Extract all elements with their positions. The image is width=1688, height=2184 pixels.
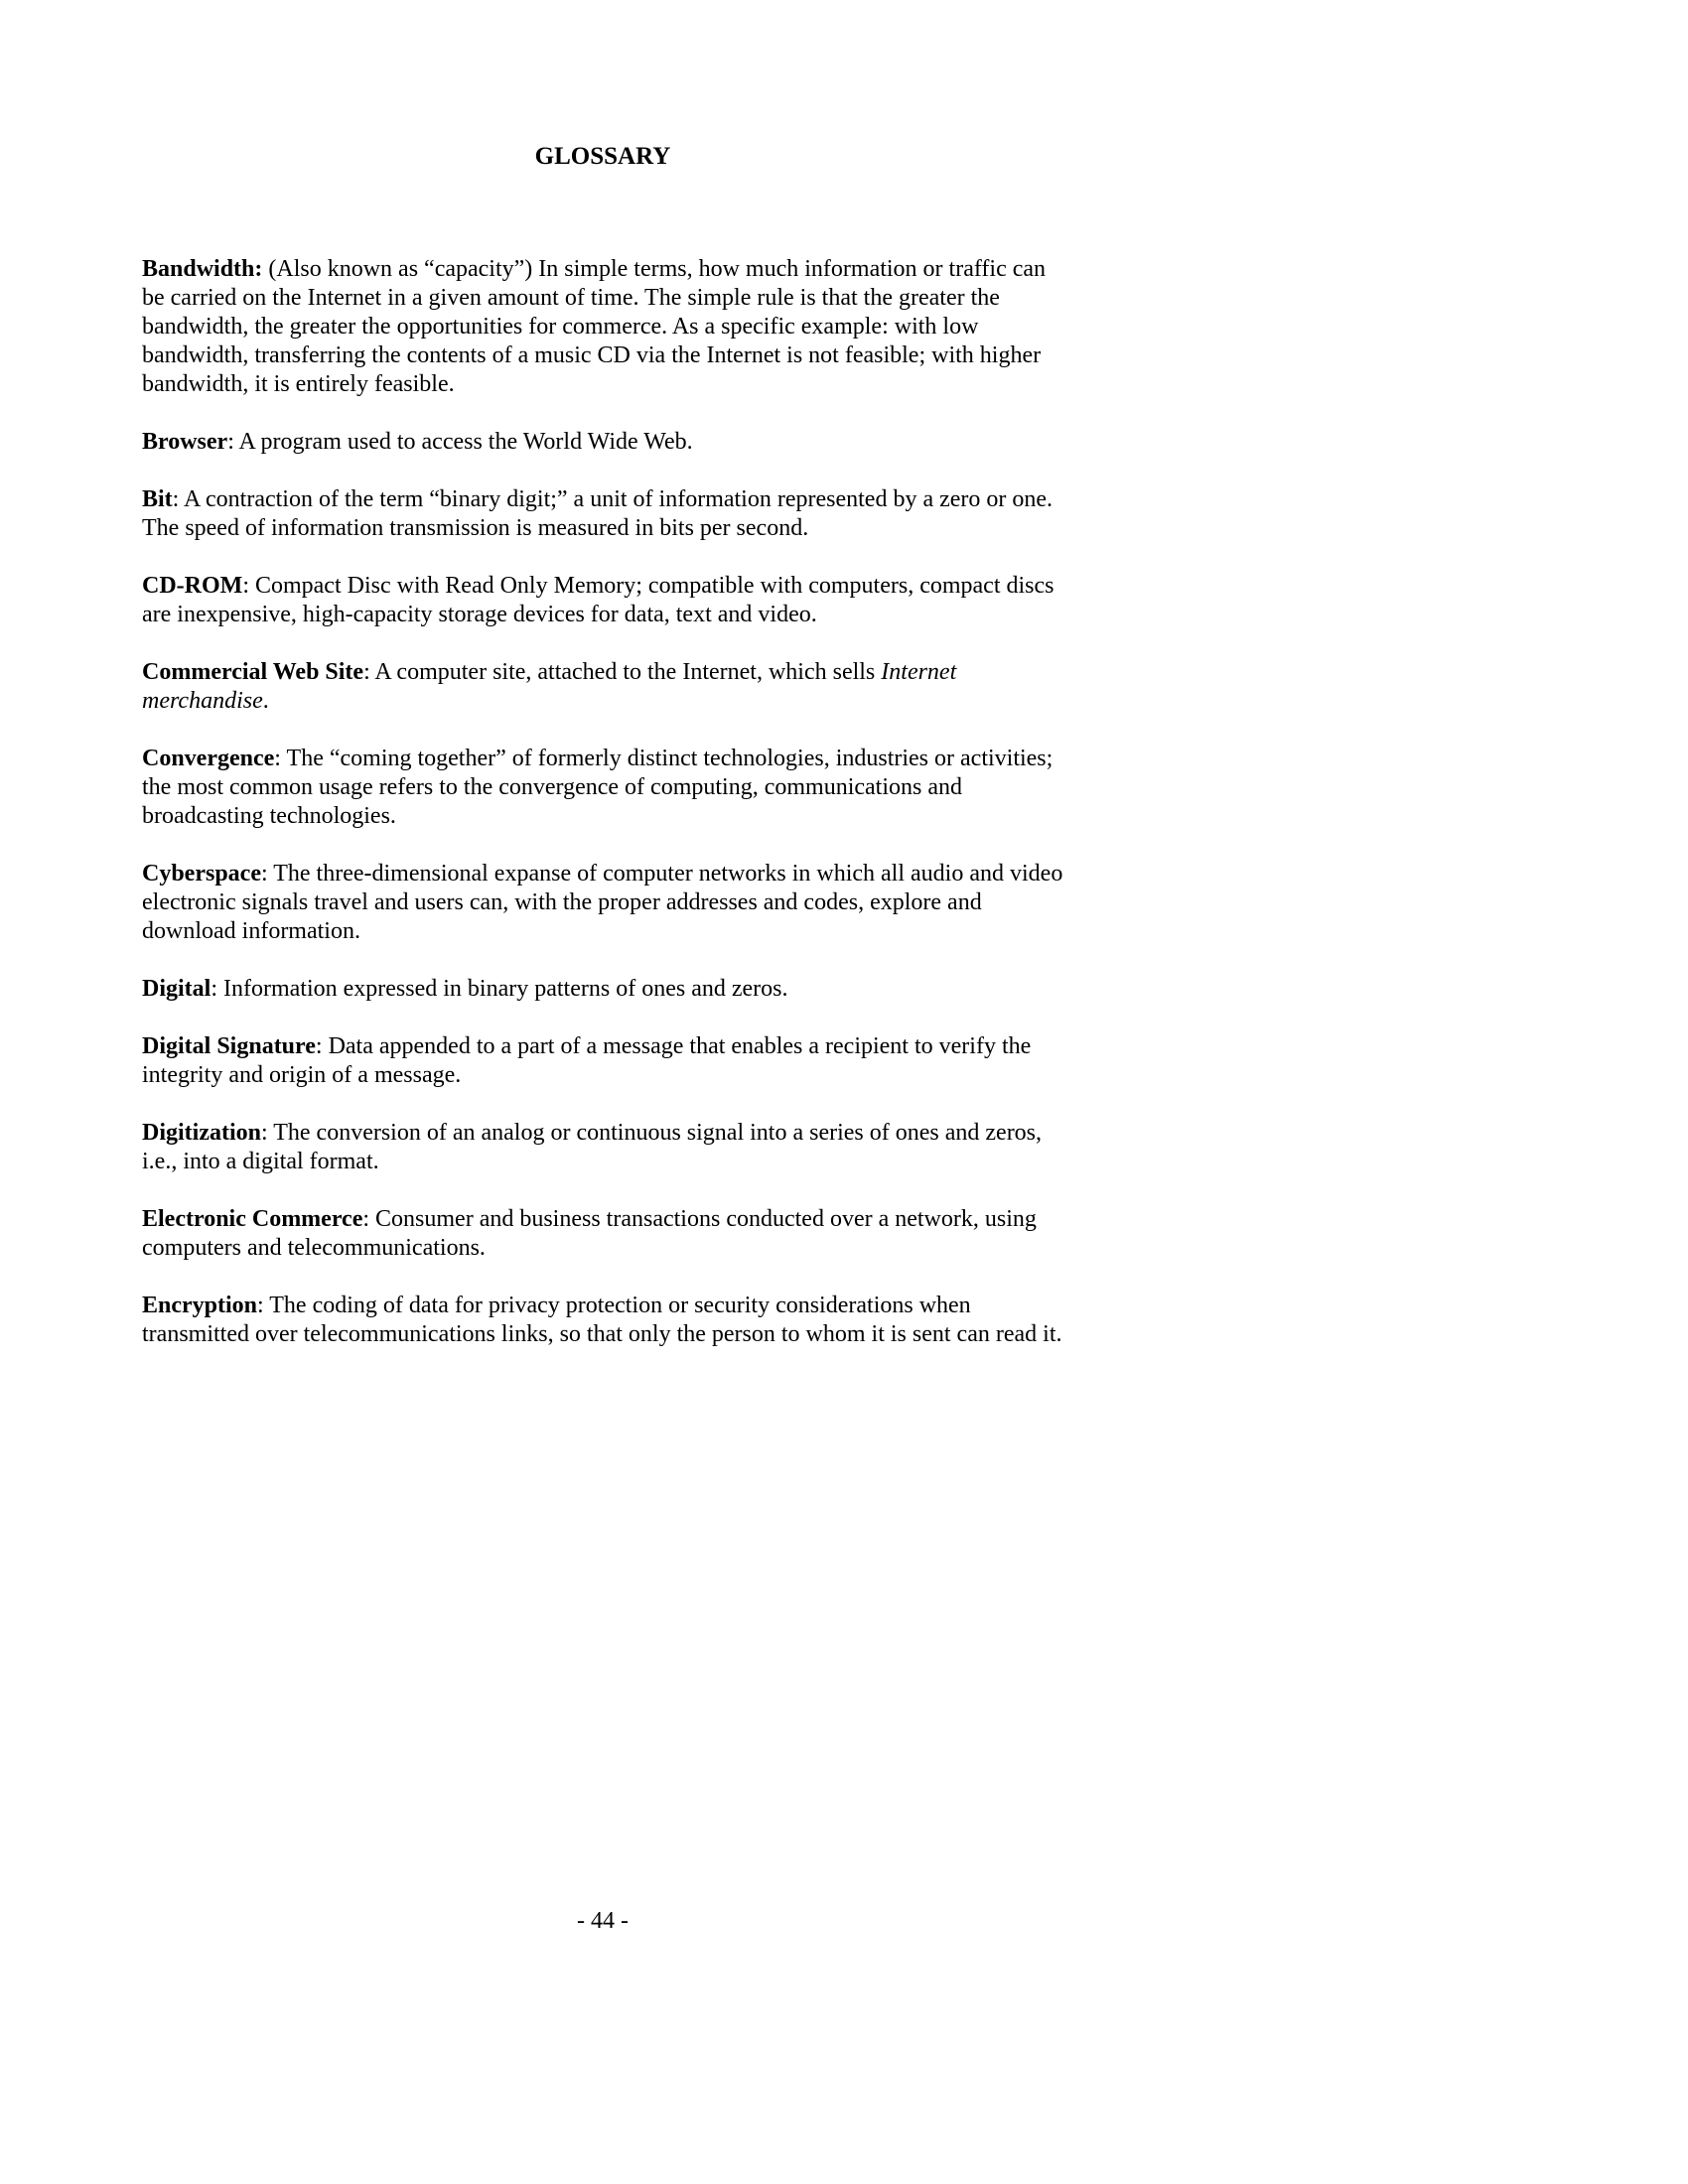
- glossary-entry-bandwidth: [142, 255, 1063, 399]
- glossary-entry-cdrom: [142, 572, 1063, 629]
- term-definition: (Also known as “capacity”) In simple terms, how much information or traffic can be carried on the Internet in a given amount of time. The simple rule is that the greater the bandwidth, the greater the opportunities for commerce. As a specific example: with low bandwidth, transferring the contents of a music CD via the Internet is not feasible; with higher bandwidth, it is entirely feasible.: [142, 256, 1047, 397]
- term-label: Cyberspace: [142, 861, 261, 887]
- term-label: Browser: [142, 429, 228, 455]
- term-definition-end: .: [262, 688, 269, 714]
- term-label: Convergence: [142, 746, 275, 771]
- page-title: GLOSSARY: [534, 143, 671, 170]
- glossary-entry-digitization: [142, 1119, 1063, 1176]
- document-content: [142, 142, 1063, 1378]
- term-label: Encryption: [142, 1293, 258, 1318]
- term-definition: : A computer site, attached to the Internet, which sells: [363, 659, 882, 685]
- term-label: Bit: [142, 486, 173, 512]
- term-definition: : Compact Disc with Read Only Memory; compatible with computers, compact discs are inexpensive, high-capacity storage devices for data, text and video.: [142, 573, 1055, 627]
- page-number: - 44 -: [577, 1908, 629, 1934]
- glossary-entry-bit: [142, 485, 1063, 543]
- term-definition: : Data appended to a part of a message that enables a recipient to verify the integrity and origin of a message.: [142, 1033, 1032, 1088]
- glossary-entry-commercial-web-site: [142, 658, 1063, 716]
- glossary-entry-electronic-commerce: [142, 1205, 1063, 1263]
- term-definition: : Consumer and business transactions conducted over a network, using computers and telecommunications.: [142, 1206, 1037, 1261]
- glossary-entry-digital-signature: [142, 1032, 1063, 1090]
- term-definition: : The three-dimensional expanse of computer networks in which all audio and video electronic signals travel and users can, with the proper addresses and codes, explore and download information.: [142, 861, 1063, 944]
- term-label: Commercial Web Site: [142, 659, 364, 685]
- glossary-entry-digital: [142, 975, 1063, 1004]
- term-label: Digital Signature: [142, 1033, 316, 1059]
- glossary-entry-browser: [142, 428, 1063, 457]
- term-definition: : The coding of data for privacy protection or security considerations when transmitted over telecommunications links, so that only the person to whom it is sent can read it.: [142, 1293, 1062, 1347]
- term-definition: : A program used to access the World Wide Web.: [227, 429, 693, 455]
- term-label: Bandwidth:: [142, 256, 263, 282]
- term-definition: : The conversion of an analog or continuous signal into a series of ones and zeros, i.e., into a digital format.: [142, 1120, 1043, 1174]
- term-definition: : A contraction of the term “binary digit;” a unit of information represented by a zero or one. The speed of information transmission is measured in bits per second.: [142, 486, 1054, 541]
- term-definition: : The “coming together” of formerly distinct technologies, industries or activities; the most common usage refers to the convergence of computing, communications and broadcasting technologies.: [142, 746, 1054, 829]
- glossary-entry-convergence: [142, 745, 1063, 831]
- term-label: Digital: [142, 976, 211, 1002]
- term-label: Electronic Commerce: [142, 1206, 363, 1232]
- term-definition-italic: Internet merchandise: [142, 659, 957, 714]
- term-definition: : Information expressed in binary patterns of ones and zeros.: [211, 976, 788, 1002]
- term-label: Digitization: [142, 1120, 261, 1146]
- term-label: CD-ROM: [142, 573, 243, 599]
- glossary-entry-cyberspace: [142, 860, 1063, 946]
- glossary-entry-encryption: [142, 1292, 1063, 1349]
